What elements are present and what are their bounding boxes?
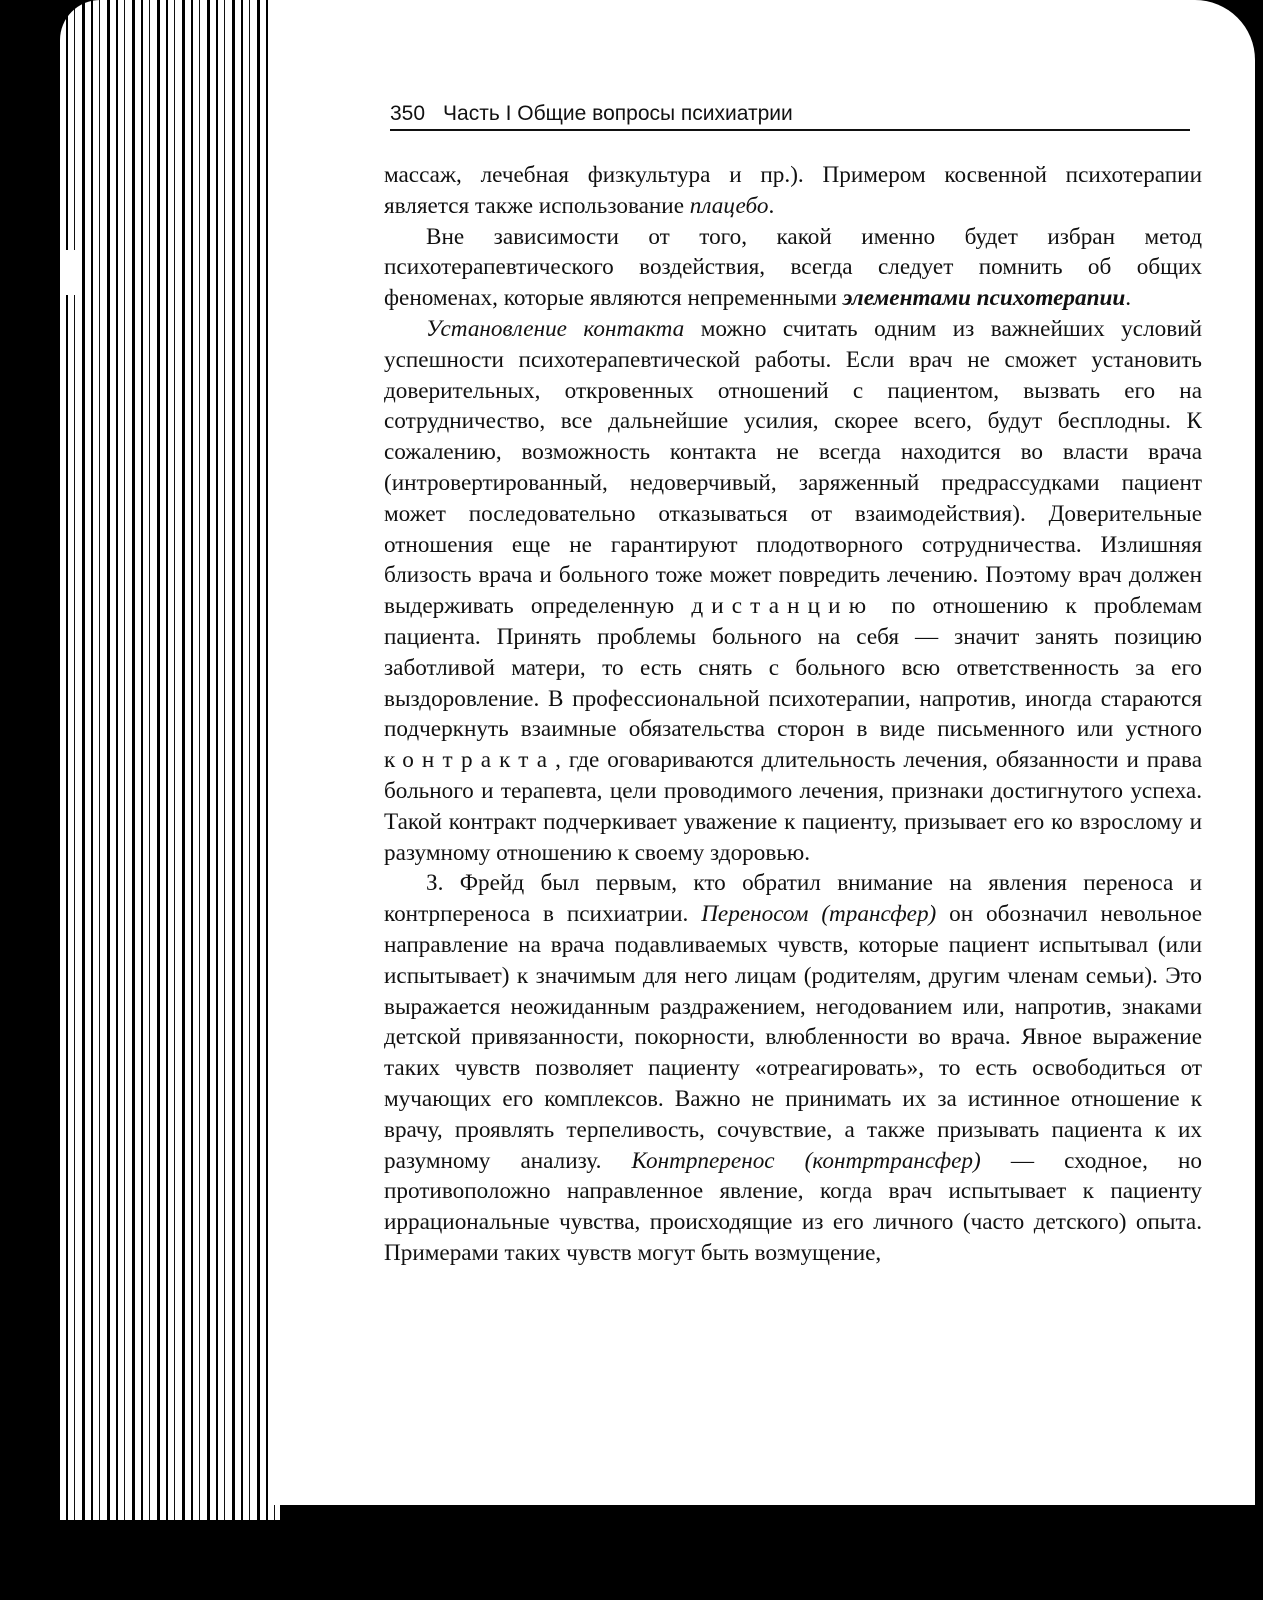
text-run: элементами психотерапии	[842, 285, 1126, 312]
text-run: , где оговариваются длительность лечения, обязанности и права больного и терапевта, цели проводимого лечения, признаки достигнутого успеха. Такой контракт подчеркивает уважение к пациенту, призывает его ко взрослому и разумному отношению к своему здоровью.	[384, 747, 1202, 866]
paragraph	[384, 160, 1202, 222]
paragraph	[384, 314, 1202, 868]
text-run: плацебо	[689, 192, 769, 219]
page-number: 350	[390, 102, 426, 125]
text-run: Установление контакта	[426, 315, 685, 342]
body-text	[384, 160, 1202, 1269]
text-run: Переносом (трансфер)	[701, 901, 937, 928]
book-page	[270, 0, 1255, 1505]
section-title: Часть I Общие вопросы психиатрии	[443, 102, 793, 125]
paragraph	[384, 868, 1202, 1268]
text-run: дистанцию	[691, 593, 875, 620]
text-run: можно считать одним из важнейших условий успешности психотерапевтической работы. Если врач не сможет установить доверительных, откровенных отношений с пациентом, вызвать его на сотрудничество, все дальнейшие усилия, скорее всего, будут бесплодны. К сожалению, возможность контакта не всегда находится во власти врача (интровертированный, недоверчивый, заряженный предрассудками пациент может последовательно отказываться от взаимодействия). Доверительные отношения еще не гарантируют плодотворного сотрудничества. Излишняя близость врача и больного тоже может повредить лечению. Поэтому врач должен выдерживать определенную	[384, 315, 1203, 620]
page-edges	[60, 0, 280, 1520]
text-run: массаж, лечебная физкультура и пр.). Примером косвенной психотерапии является также использование	[384, 162, 1202, 219]
text-run: он обозначил невольное направление на врача подавливаемых чувств, которые пациент испытывал (или испытывает) к значимым для него лицам (родителям, другим членам семьи). Это выражается неожиданным раздражением, негодованием или, напротив, знаками детской привязанности, покорности, влюбленности во врача. Явное выражение таких чувств позволяет пациенту «отреагировать», то есть освободиться от мучающих его комплексов. Важно не принимать их за истинное отношение к врачу, проявлять терпеливость, сочувствие, а также призывать пациента к их разумному анализу.	[384, 901, 1202, 1174]
text-run: — сходное, но противоположно направленное явление, когда врач испытывает к пациенту иррациональные чувства, происходящие из его личного (часто детского) опыта. Примерами таких чувств могут быть возмущение,	[384, 1147, 1202, 1266]
text-run: Контрперенос (контртрансфер)	[631, 1147, 981, 1174]
page-edge-mark	[66, 250, 76, 295]
text-run: З. Фрейд был первым, кто обратил внимание на явления переноса и контрпереноса в психиатрии.	[384, 870, 1202, 928]
running-header	[390, 102, 1190, 131]
text-run: .	[768, 192, 775, 219]
text-run: Вне зависимости от того, какой именно будет избран метод психотерапевтического воздействия, всегда следует помнить об общих феноменах, которые являются непременными	[384, 223, 1202, 312]
text-run: по отношению к проблемам пациента. Принять проблемы больного на себя — значит занять позицию заботливой матери, то есть снять с больного всю ответственность за его выздоровление. В профессиональной психотерапии, напротив, иногда стараются подчеркнуть взаимные обязательства сторон в виде письменного или устного	[384, 593, 1203, 743]
paragraph	[384, 222, 1202, 314]
text-run: .	[1125, 285, 1132, 312]
text-run: контракта	[384, 747, 556, 774]
